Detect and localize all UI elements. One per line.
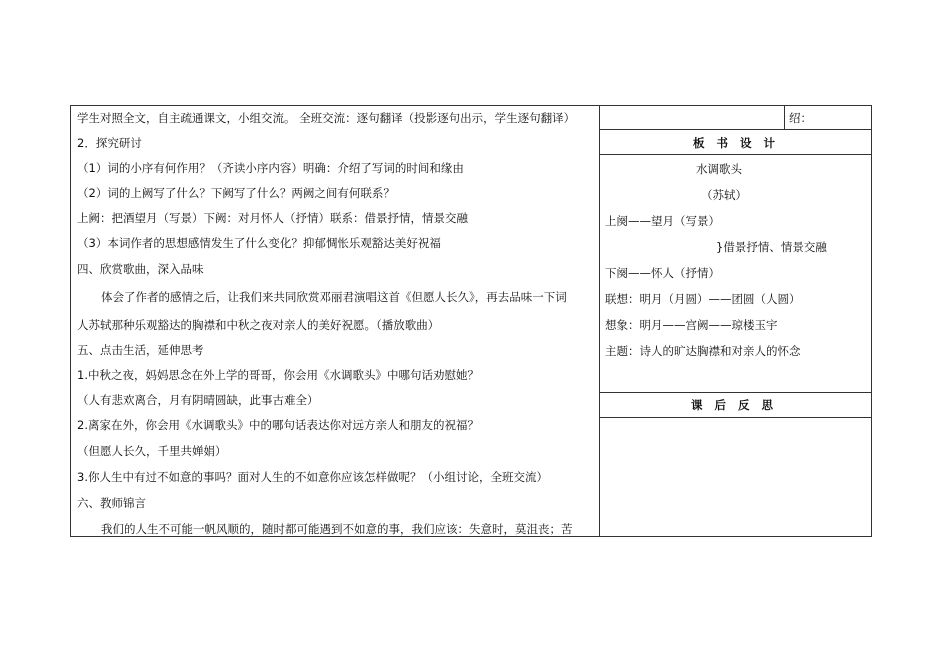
left-line-5: 上阙：把酒望月（写景）下阙：对月怀人（抒情）联系：借景抒情，情景交融 [77, 211, 468, 225]
reflection-header: 课后反思 [691, 398, 785, 412]
left-line-9: 人苏轼那种乐观豁达的胸襟和中秋之夜对亲人的美好祝愿。（播放歌曲） [77, 318, 440, 332]
row-divider-2 [599, 154, 871, 155]
board-line-title: 水调歌头 [696, 162, 742, 176]
board-line-association: 联想：明月（月圆）——团圆（人圆） [605, 292, 801, 306]
row-divider-4 [599, 417, 871, 418]
board-line-bridge: }借景抒情、情景交融 [716, 240, 827, 254]
lesson-plan-table [70, 105, 872, 537]
row-divider-1 [599, 129, 871, 130]
left-line-7: 四、欣赏歌曲，深入品味 [77, 262, 204, 276]
left-line-14: （但愿人长久，千里共婵娟） [77, 444, 227, 458]
top-right-cell-text: 绍： [789, 111, 812, 125]
top-cell-divider [784, 106, 785, 129]
left-line-16: 六、教师锦言 [77, 496, 146, 510]
column-divider [599, 106, 600, 536]
left-line-4: （2）词的上阙写了什么？下阙写了什么？两阙之间有何联系？ [77, 186, 395, 200]
left-line-2: 2．探究研讨 [77, 136, 142, 150]
board-line-upper: 上阕——望月（写景） [605, 214, 720, 228]
left-line-11: 1.中秋之夜，妈妈思念在外上学的哥哥，你会用《水调歌头》中哪句话劝慰她？ [77, 368, 479, 382]
left-line-17: 我们的人生不可能一帆风顺的，随时都可能遇到不如意的事，我们应该：失意时，莫沮丧；苦 [101, 522, 573, 536]
board-design-header: 板书设计 [693, 136, 787, 150]
left-line-12: （人有悲欢离合，月有阴晴圆缺，此事古难全） [77, 393, 319, 407]
left-line-13: 2.离家在外，你会用《水调歌头》中的哪句话表达你对远方亲人和朋友的祝福？ [77, 418, 479, 432]
left-line-1: 学生对照全文，自主疏通课文，小组交流。 全班交流：逐句翻译（投影逐句出示，学生逐句翻译） [77, 111, 576, 125]
left-line-15: 3.你人生中有过不如意的事吗？面对人生的不如意你应该怎样做呢？（小组讨论，全班交流） [77, 470, 548, 484]
left-line-6: （3）本词作者的思想感情发生了什么变化？抑郁惆怅乐观豁达美好祝福 [77, 236, 441, 250]
left-line-3: （1）词的小序有何作用？（齐读小序内容）明确：介绍了写词的时间和缘由 [77, 161, 464, 175]
board-line-author: （苏轼） [701, 188, 747, 202]
left-line-10: 五、点击生活，延伸思考 [77, 343, 204, 357]
board-line-lower: 下阕——怀人（抒情） [605, 266, 720, 280]
board-line-theme: 主题：诗人的旷达胸襟和对亲人的怀念 [605, 344, 801, 358]
board-line-imagination: 想象：明月——宫阙——琼楼玉宇 [605, 318, 778, 332]
left-line-8: 体会了作者的感情之后，让我们来共同欣赏邓丽君演唱这首《但愿人长久》，再去品味一下词 [101, 290, 567, 304]
row-divider-3 [599, 392, 871, 393]
